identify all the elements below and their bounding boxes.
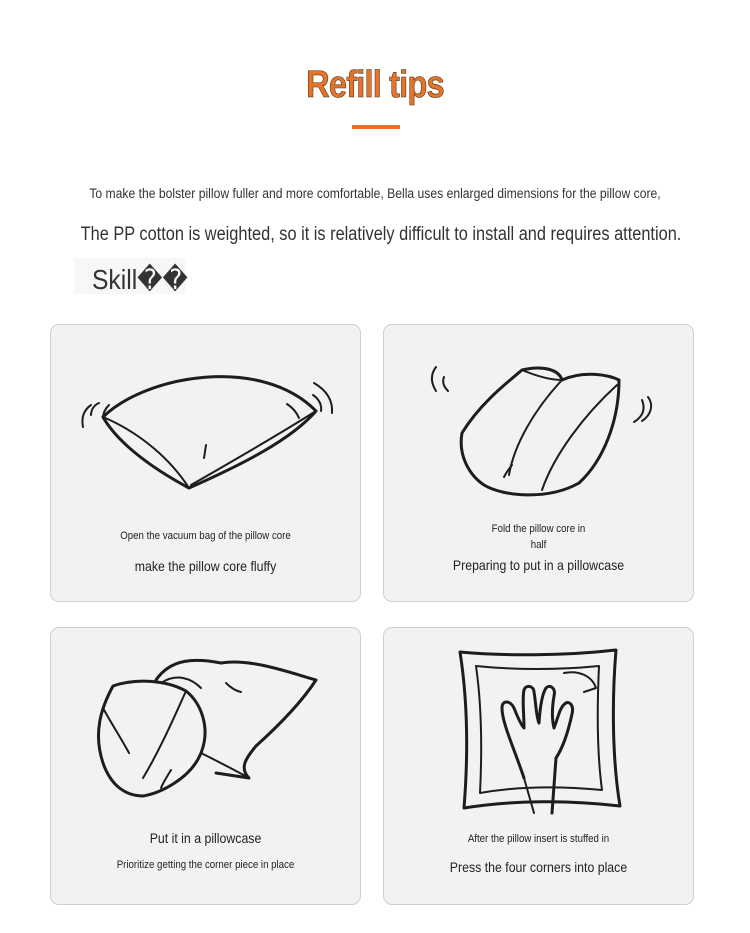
card-1-line-2: make the pillow core fluffy	[134, 558, 277, 574]
title-underline	[352, 125, 400, 129]
tip-card-press	[383, 627, 694, 905]
tip-card-insert	[50, 627, 361, 905]
tip-card-fold	[383, 324, 694, 602]
card-3-line-1: Put it in a pillowcase	[149, 830, 262, 846]
intro-line-2: The PP cotton is weighted, so it is relatively difficult to install and requires attention.	[80, 224, 682, 245]
card-3-line-2: Prioritize getting the corner piece in place	[116, 859, 295, 871]
intro-line-1: To make the bolster pillow fuller and more comfortable, Bella uses enlarged dimensions for the pillow core,	[89, 186, 661, 201]
page-title: Refill tips	[306, 64, 444, 106]
card-1-line-1: Open the vacuum bag of the pillow core	[120, 530, 291, 542]
card-2-line-1b: half	[530, 539, 547, 551]
skill-heading: Skill��	[92, 264, 188, 295]
card-2-line-2: Preparing to put in a pillowcase	[452, 557, 625, 573]
card-4-line-2: Press the four corners into place	[449, 859, 628, 875]
card-4-line-1: After the pillow insert is stuffed in	[467, 833, 610, 845]
card-2-line-1a: Fold the pillow core in	[491, 523, 586, 535]
tip-card-fluff	[50, 324, 361, 602]
